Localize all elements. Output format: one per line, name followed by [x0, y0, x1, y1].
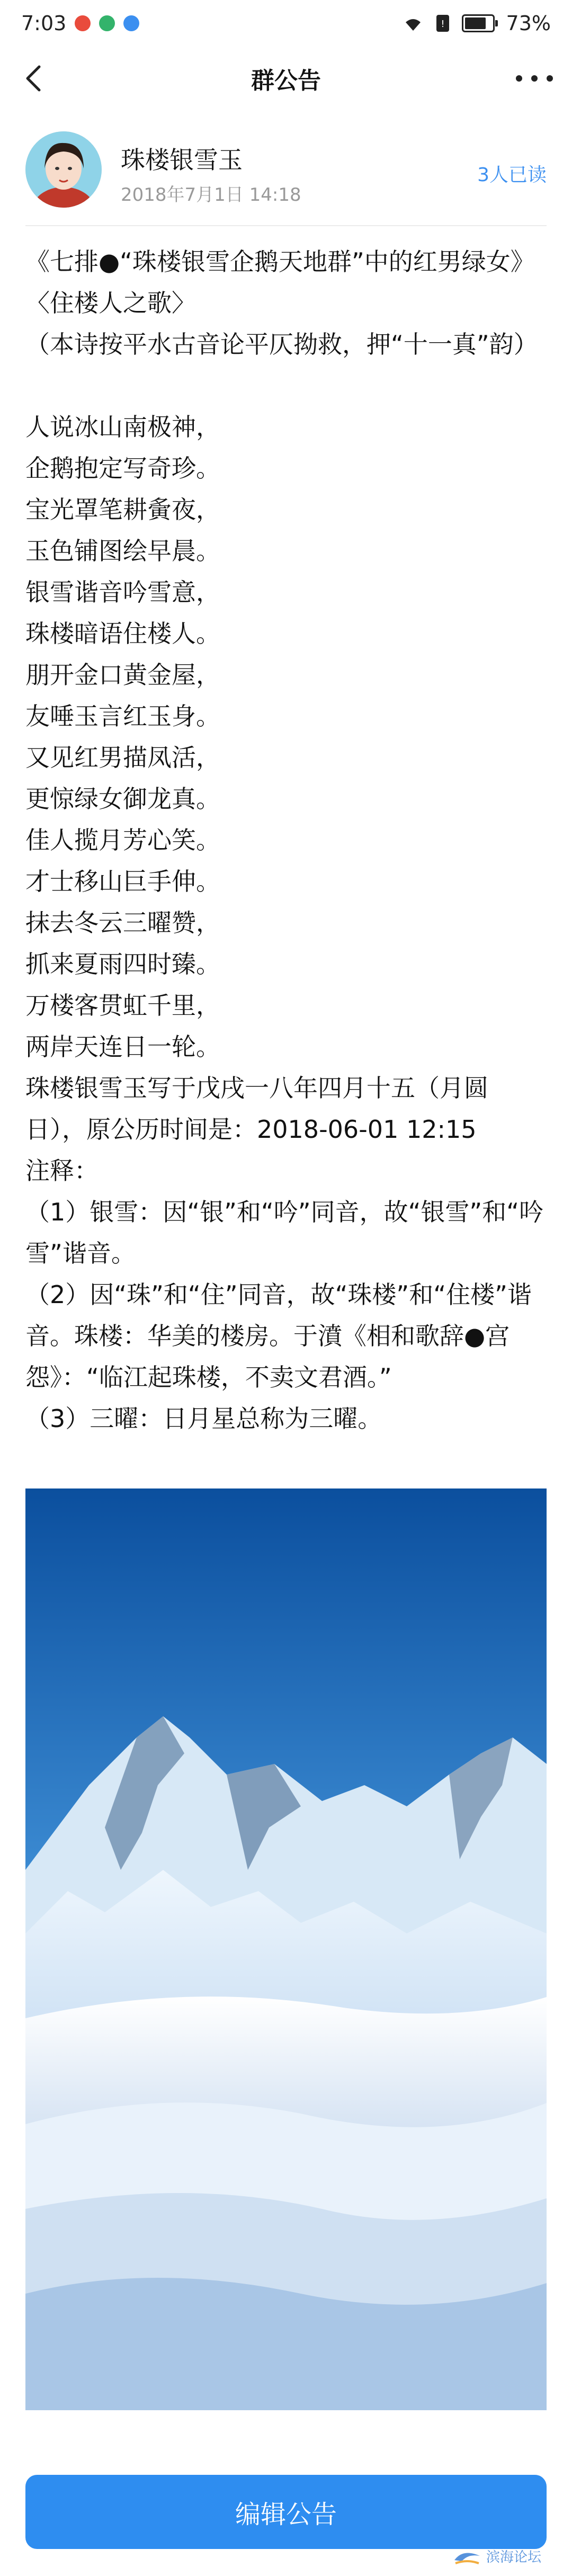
- notes-header: 注释：: [25, 1156, 99, 1185]
- poem-line: 友唾玉言红玉身。: [25, 702, 220, 730]
- poem-line: 企鹅抱定写奇珍。: [25, 454, 220, 483]
- poem-line: 朋开金口黄金屋，: [25, 661, 220, 689]
- more-dot: [547, 75, 553, 82]
- author-name[interactable]: 珠楼银雪玉: [121, 146, 243, 174]
- content-title-line: 〈住楼人之歌〉: [25, 289, 196, 317]
- battery-icon: [462, 14, 495, 32]
- read-count-link[interactable]: 3人已读: [477, 164, 547, 186]
- content-title-line: 《七排●“珠楼银雪企鹅天地群”中的红男绿女》: [25, 247, 535, 276]
- poem-line: 佳人揽月芳心笑。: [25, 826, 220, 854]
- watermark-text: 滨海论坛: [486, 2549, 542, 2565]
- signature-text: 珠楼银雪玉写于戊戌一八年四月十五（月圆日），原公历时间是：2018-06-01 12:15: [25, 1074, 488, 1144]
- app-notification-icon: [99, 15, 115, 31]
- snow-mountain-image[interactable]: [25, 1488, 547, 2410]
- status-bar: [0, 0, 572, 47]
- snow-mountain-photo: [25, 1488, 547, 2410]
- poem-line: 更惊绿女御龙真。: [25, 785, 220, 813]
- poem-line: 抹去冬云三曜赞，: [25, 908, 220, 937]
- poem-line: 珠楼暗语住楼人。: [25, 619, 220, 648]
- content-title-line: （本诗按平水古音论平仄拗救，押“十一真”韵）: [25, 330, 538, 359]
- divider: [25, 225, 547, 226]
- avatar-image: [25, 131, 102, 208]
- app-notification-icon: [75, 15, 91, 31]
- blank-line: [25, 365, 547, 406]
- watermark-logo-icon: [452, 2545, 482, 2566]
- wifi-icon: [403, 15, 424, 32]
- post-time: 2018年7月1日 14:18: [121, 184, 301, 206]
- announcement-content: [25, 241, 547, 1439]
- sim-icon: [435, 14, 450, 33]
- poem-line: 抓来夏雨四时臻。: [25, 950, 220, 978]
- poem-line: 又见红男描凤活，: [25, 743, 220, 772]
- chevron-left-icon: [19, 63, 51, 94]
- battery-percent: 73%: [506, 12, 551, 35]
- app-notification-icon: [123, 15, 139, 31]
- svg-text:!: !: [440, 19, 445, 30]
- poem-line: 人说冰山南极神，: [25, 413, 220, 441]
- edit-announcement-button[interactable]: 编辑公告: [25, 2475, 547, 2549]
- author-row: [25, 131, 547, 211]
- status-time: 7:03: [21, 12, 67, 35]
- more-button[interactable]: [516, 66, 553, 91]
- more-dot: [531, 75, 538, 82]
- back-button[interactable]: [19, 63, 51, 94]
- avatar[interactable]: [25, 131, 102, 208]
- page-title: 群公告: [251, 67, 321, 94]
- poem-line: 万楼客贯虹千里，: [25, 991, 220, 1020]
- note-text: （1）银雪：因“银”和“吟”同音，故“银雪”和“吟雪”谐音。: [25, 1198, 544, 1268]
- note-text: （2）因“珠”和“住”同音，故“珠楼”和“住楼”谐音。珠楼：华美的楼房。于濆《相和歌辞●宫怨》：“临江起珠楼，不卖文君酒。”: [25, 1280, 532, 1392]
- nav-bar: [0, 47, 572, 110]
- status-left: [21, 12, 139, 35]
- poem-line: 才士移山巨手伸。: [25, 867, 220, 896]
- more-dots-icon: [516, 75, 522, 82]
- watermark: [452, 2540, 558, 2572]
- poem-line: 银雪谐音吟雪意，: [25, 578, 220, 607]
- poem-line: 宝光罩笔耕夤夜，: [25, 495, 220, 524]
- note-text: （3）三曜：日月星总称为三曜。: [25, 1404, 382, 1433]
- poem-line: 玉色铺图绘早晨。: [25, 537, 220, 565]
- poem-line: 两岸天连日一轮。: [25, 1032, 220, 1061]
- status-right: [403, 12, 551, 35]
